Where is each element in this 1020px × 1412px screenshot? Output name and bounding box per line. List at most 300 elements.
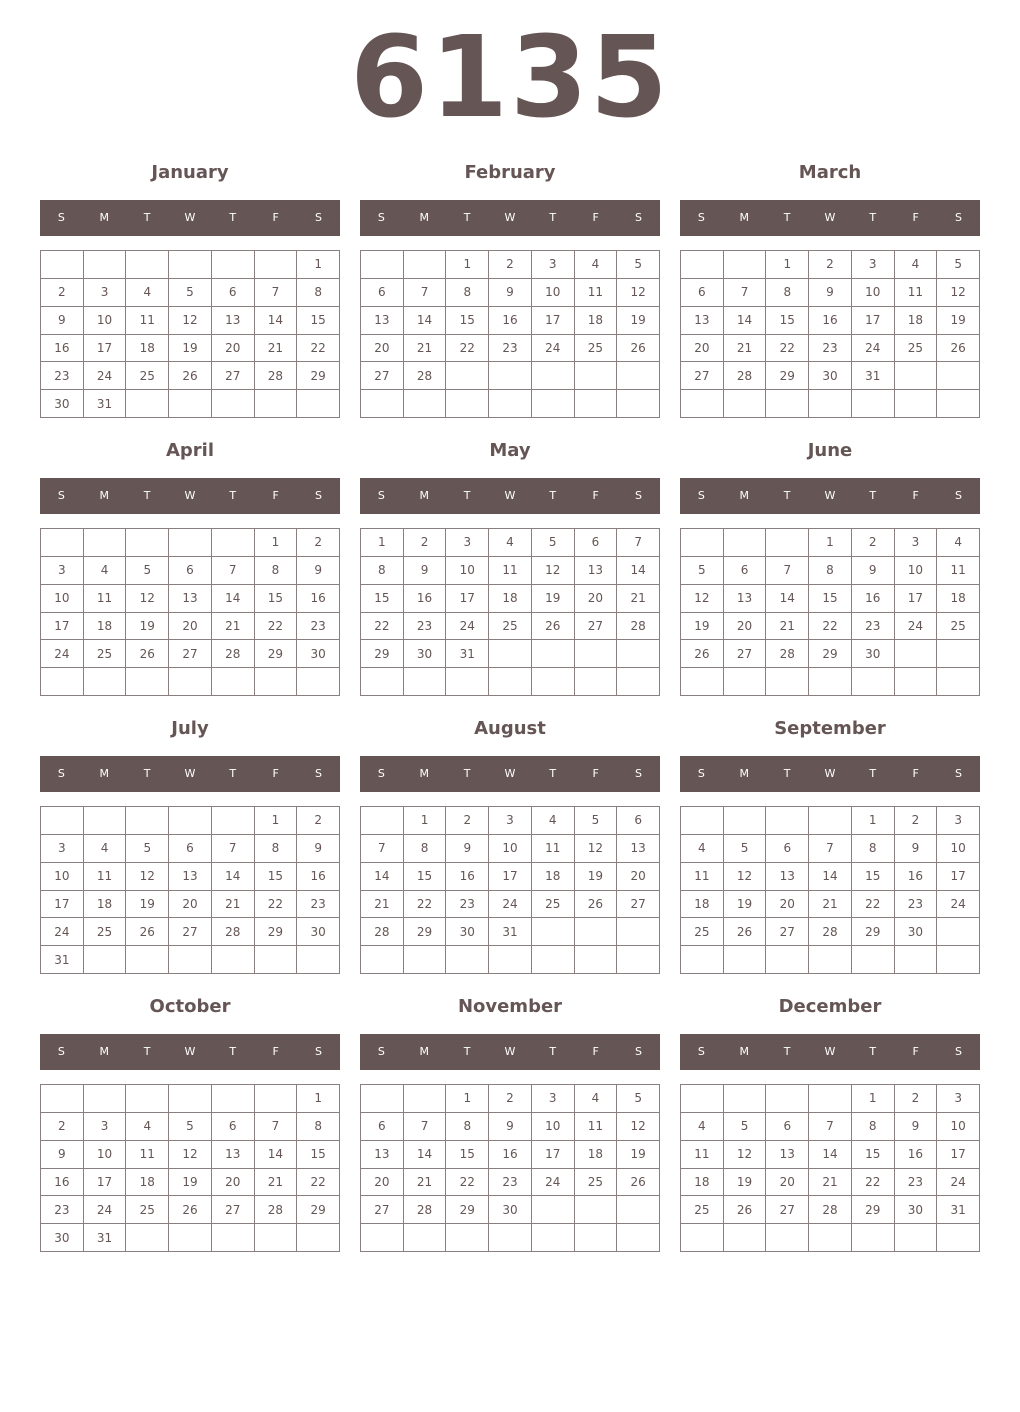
day-cell[interactable]: 25 [126, 1196, 169, 1224]
day-cell[interactable]: 11 [84, 585, 127, 613]
day-cell[interactable]: 3 [852, 251, 895, 279]
day-cell[interactable]: 9 [895, 835, 938, 863]
day-cell[interactable]: 20 [361, 335, 404, 363]
day-cell[interactable]: 13 [212, 1141, 255, 1169]
day-cell[interactable]: 6 [681, 279, 724, 307]
day-cell[interactable]: 30 [895, 918, 938, 946]
day-cell[interactable]: 15 [404, 863, 447, 891]
day-cell[interactable]: 24 [532, 1169, 575, 1197]
day-cell[interactable]: 19 [937, 307, 980, 335]
day-cell[interactable]: 20 [361, 1169, 404, 1197]
day-cell[interactable]: 6 [766, 835, 809, 863]
day-cell[interactable]: 31 [852, 362, 895, 390]
day-cell[interactable]: 23 [852, 613, 895, 641]
day-cell[interactable]: 18 [532, 863, 575, 891]
day-cell[interactable]: 12 [724, 1141, 767, 1169]
day-cell[interactable]: 16 [895, 863, 938, 891]
day-cell[interactable]: 17 [852, 307, 895, 335]
day-cell[interactable]: 4 [681, 1113, 724, 1141]
day-cell[interactable]: 4 [84, 835, 127, 863]
day-cell[interactable]: 7 [404, 1113, 447, 1141]
day-cell[interactable]: 12 [169, 1141, 212, 1169]
day-cell[interactable]: 4 [937, 529, 980, 557]
day-cell[interactable]: 13 [361, 1141, 404, 1169]
day-cell[interactable]: 1 [446, 1085, 489, 1113]
day-cell[interactable]: 19 [617, 1141, 660, 1169]
day-cell[interactable]: 22 [446, 1169, 489, 1197]
day-cell[interactable]: 2 [895, 1085, 938, 1113]
day-cell[interactable]: 21 [766, 613, 809, 641]
day-cell[interactable]: 15 [852, 863, 895, 891]
day-cell[interactable]: 21 [361, 891, 404, 919]
day-cell[interactable]: 13 [212, 307, 255, 335]
day-cell[interactable]: 10 [937, 835, 980, 863]
day-cell[interactable]: 15 [852, 1141, 895, 1169]
day-cell[interactable]: 13 [169, 585, 212, 613]
day-cell[interactable]: 21 [404, 1169, 447, 1197]
day-cell[interactable]: 16 [852, 585, 895, 613]
day-cell[interactable]: 6 [169, 835, 212, 863]
day-cell[interactable]: 17 [41, 891, 84, 919]
day-cell[interactable]: 1 [852, 1085, 895, 1113]
day-cell[interactable]: 26 [532, 613, 575, 641]
day-cell[interactable]: 13 [575, 557, 618, 585]
day-cell[interactable]: 10 [41, 863, 84, 891]
day-cell[interactable]: 2 [852, 529, 895, 557]
day-cell[interactable]: 8 [446, 279, 489, 307]
day-cell[interactable]: 2 [446, 807, 489, 835]
day-cell[interactable]: 21 [212, 891, 255, 919]
day-cell[interactable]: 23 [297, 613, 340, 641]
day-cell[interactable]: 4 [532, 807, 575, 835]
day-cell[interactable]: 21 [404, 335, 447, 363]
day-cell[interactable]: 5 [126, 835, 169, 863]
day-cell[interactable]: 1 [361, 529, 404, 557]
day-cell[interactable]: 16 [41, 335, 84, 363]
day-cell[interactable]: 24 [937, 1169, 980, 1197]
day-cell[interactable]: 15 [255, 863, 298, 891]
day-cell[interactable]: 18 [84, 613, 127, 641]
day-cell[interactable]: 18 [681, 1169, 724, 1197]
day-cell[interactable]: 17 [84, 335, 127, 363]
day-cell[interactable]: 8 [297, 279, 340, 307]
day-cell[interactable]: 3 [446, 529, 489, 557]
day-cell[interactable]: 27 [361, 362, 404, 390]
day-cell[interactable]: 11 [126, 1141, 169, 1169]
day-cell[interactable]: 7 [361, 835, 404, 863]
day-cell[interactable]: 25 [126, 362, 169, 390]
day-cell[interactable]: 5 [126, 557, 169, 585]
day-cell[interactable]: 10 [532, 1113, 575, 1141]
day-cell[interactable]: 7 [255, 1113, 298, 1141]
day-cell[interactable]: 19 [126, 891, 169, 919]
day-cell[interactable]: 16 [297, 585, 340, 613]
day-cell[interactable]: 15 [361, 585, 404, 613]
day-cell[interactable]: 11 [126, 307, 169, 335]
day-cell[interactable]: 29 [297, 1196, 340, 1224]
day-cell[interactable]: 11 [575, 279, 618, 307]
day-cell[interactable]: 21 [809, 1169, 852, 1197]
day-cell[interactable]: 6 [766, 1113, 809, 1141]
day-cell[interactable]: 29 [446, 1196, 489, 1224]
day-cell[interactable]: 12 [937, 279, 980, 307]
day-cell[interactable]: 27 [681, 362, 724, 390]
day-cell[interactable]: 24 [852, 335, 895, 363]
day-cell[interactable]: 13 [766, 1141, 809, 1169]
day-cell[interactable]: 2 [895, 807, 938, 835]
day-cell[interactable]: 21 [255, 1169, 298, 1197]
day-cell[interactable]: 31 [446, 640, 489, 668]
day-cell[interactable]: 28 [212, 640, 255, 668]
day-cell[interactable]: 13 [617, 835, 660, 863]
day-cell[interactable]: 9 [489, 1113, 532, 1141]
day-cell[interactable]: 25 [895, 335, 938, 363]
day-cell[interactable]: 28 [766, 640, 809, 668]
day-cell[interactable]: 20 [724, 613, 767, 641]
day-cell[interactable]: 8 [255, 557, 298, 585]
day-cell[interactable]: 26 [617, 335, 660, 363]
day-cell[interactable]: 18 [575, 1141, 618, 1169]
day-cell[interactable]: 7 [724, 279, 767, 307]
day-cell[interactable]: 8 [255, 835, 298, 863]
day-cell[interactable]: 25 [681, 918, 724, 946]
day-cell[interactable]: 5 [617, 251, 660, 279]
day-cell[interactable]: 14 [255, 1141, 298, 1169]
day-cell[interactable]: 18 [126, 335, 169, 363]
day-cell[interactable]: 6 [361, 1113, 404, 1141]
day-cell[interactable]: 5 [937, 251, 980, 279]
day-cell[interactable]: 4 [575, 1085, 618, 1113]
day-cell[interactable]: 11 [532, 835, 575, 863]
day-cell[interactable]: 27 [169, 918, 212, 946]
day-cell[interactable]: 31 [41, 946, 84, 974]
day-cell[interactable]: 12 [126, 585, 169, 613]
day-cell[interactable]: 16 [446, 863, 489, 891]
day-cell[interactable]: 23 [404, 613, 447, 641]
day-cell[interactable]: 23 [895, 891, 938, 919]
day-cell[interactable]: 8 [852, 1113, 895, 1141]
day-cell[interactable]: 7 [617, 529, 660, 557]
day-cell[interactable]: 3 [84, 1113, 127, 1141]
day-cell[interactable]: 20 [575, 585, 618, 613]
day-cell[interactable]: 5 [617, 1085, 660, 1113]
day-cell[interactable]: 12 [617, 279, 660, 307]
day-cell[interactable]: 3 [41, 835, 84, 863]
day-cell[interactable]: 12 [575, 835, 618, 863]
day-cell[interactable]: 10 [852, 279, 895, 307]
day-cell[interactable]: 12 [126, 863, 169, 891]
day-cell[interactable]: 10 [895, 557, 938, 585]
day-cell[interactable]: 15 [297, 307, 340, 335]
day-cell[interactable]: 16 [404, 585, 447, 613]
day-cell[interactable]: 23 [809, 335, 852, 363]
day-cell[interactable]: 19 [532, 585, 575, 613]
day-cell[interactable]: 4 [681, 835, 724, 863]
day-cell[interactable]: 7 [766, 557, 809, 585]
day-cell[interactable]: 5 [724, 835, 767, 863]
day-cell[interactable]: 27 [724, 640, 767, 668]
day-cell[interactable]: 14 [724, 307, 767, 335]
day-cell[interactable]: 27 [766, 1196, 809, 1224]
day-cell[interactable]: 20 [617, 863, 660, 891]
day-cell[interactable]: 18 [575, 307, 618, 335]
day-cell[interactable]: 13 [169, 863, 212, 891]
day-cell[interactable]: 2 [489, 251, 532, 279]
day-cell[interactable]: 23 [41, 1196, 84, 1224]
day-cell[interactable]: 7 [809, 835, 852, 863]
day-cell[interactable]: 2 [41, 1113, 84, 1141]
day-cell[interactable]: 14 [361, 863, 404, 891]
day-cell[interactable]: 19 [681, 613, 724, 641]
day-cell[interactable]: 30 [895, 1196, 938, 1224]
day-cell[interactable]: 2 [489, 1085, 532, 1113]
day-cell[interactable]: 27 [766, 918, 809, 946]
day-cell[interactable]: 13 [766, 863, 809, 891]
day-cell[interactable]: 1 [852, 807, 895, 835]
day-cell[interactable]: 15 [255, 585, 298, 613]
day-cell[interactable]: 10 [446, 557, 489, 585]
day-cell[interactable]: 10 [84, 307, 127, 335]
day-cell[interactable]: 2 [41, 279, 84, 307]
day-cell[interactable]: 8 [809, 557, 852, 585]
day-cell[interactable]: 25 [575, 1169, 618, 1197]
day-cell[interactable]: 4 [126, 279, 169, 307]
day-cell[interactable]: 14 [404, 307, 447, 335]
day-cell[interactable]: 12 [617, 1113, 660, 1141]
day-cell[interactable]: 25 [489, 613, 532, 641]
day-cell[interactable]: 1 [255, 807, 298, 835]
day-cell[interactable]: 28 [404, 362, 447, 390]
day-cell[interactable]: 7 [212, 557, 255, 585]
day-cell[interactable]: 1 [404, 807, 447, 835]
day-cell[interactable]: 20 [766, 1169, 809, 1197]
day-cell[interactable]: 3 [41, 557, 84, 585]
day-cell[interactable]: 14 [766, 585, 809, 613]
day-cell[interactable]: 9 [41, 1141, 84, 1169]
day-cell[interactable]: 30 [446, 918, 489, 946]
day-cell[interactable]: 28 [255, 362, 298, 390]
day-cell[interactable]: 14 [809, 863, 852, 891]
day-cell[interactable]: 2 [297, 529, 340, 557]
day-cell[interactable]: 24 [489, 891, 532, 919]
day-cell[interactable]: 19 [169, 1169, 212, 1197]
day-cell[interactable]: 3 [937, 807, 980, 835]
day-cell[interactable]: 25 [84, 640, 127, 668]
day-cell[interactable]: 9 [895, 1113, 938, 1141]
day-cell[interactable]: 26 [724, 1196, 767, 1224]
day-cell[interactable]: 27 [169, 640, 212, 668]
day-cell[interactable]: 29 [255, 918, 298, 946]
day-cell[interactable]: 25 [681, 1196, 724, 1224]
day-cell[interactable]: 11 [937, 557, 980, 585]
day-cell[interactable]: 16 [489, 1141, 532, 1169]
day-cell[interactable]: 6 [617, 807, 660, 835]
day-cell[interactable]: 11 [575, 1113, 618, 1141]
day-cell[interactable]: 28 [212, 918, 255, 946]
day-cell[interactable]: 9 [404, 557, 447, 585]
day-cell[interactable]: 14 [617, 557, 660, 585]
day-cell[interactable]: 3 [532, 251, 575, 279]
day-cell[interactable]: 30 [404, 640, 447, 668]
day-cell[interactable]: 22 [297, 335, 340, 363]
day-cell[interactable]: 23 [489, 1169, 532, 1197]
day-cell[interactable]: 26 [126, 640, 169, 668]
day-cell[interactable]: 11 [895, 279, 938, 307]
day-cell[interactable]: 18 [126, 1169, 169, 1197]
day-cell[interactable]: 24 [532, 335, 575, 363]
day-cell[interactable]: 17 [937, 1141, 980, 1169]
day-cell[interactable]: 23 [297, 891, 340, 919]
day-cell[interactable]: 22 [361, 613, 404, 641]
day-cell[interactable]: 21 [212, 613, 255, 641]
day-cell[interactable]: 28 [255, 1196, 298, 1224]
day-cell[interactable]: 11 [489, 557, 532, 585]
day-cell[interactable]: 19 [169, 335, 212, 363]
day-cell[interactable]: 8 [404, 835, 447, 863]
day-cell[interactable]: 16 [809, 307, 852, 335]
day-cell[interactable]: 17 [446, 585, 489, 613]
day-cell[interactable]: 11 [681, 863, 724, 891]
day-cell[interactable]: 8 [297, 1113, 340, 1141]
day-cell[interactable]: 7 [404, 279, 447, 307]
day-cell[interactable]: 14 [404, 1141, 447, 1169]
day-cell[interactable]: 20 [212, 1169, 255, 1197]
day-cell[interactable]: 27 [617, 891, 660, 919]
day-cell[interactable]: 2 [404, 529, 447, 557]
day-cell[interactable]: 8 [852, 835, 895, 863]
day-cell[interactable]: 9 [852, 557, 895, 585]
day-cell[interactable]: 22 [852, 891, 895, 919]
day-cell[interactable]: 19 [724, 1169, 767, 1197]
day-cell[interactable]: 24 [895, 613, 938, 641]
day-cell[interactable]: 9 [297, 557, 340, 585]
day-cell[interactable]: 29 [766, 362, 809, 390]
day-cell[interactable]: 31 [84, 1224, 127, 1252]
day-cell[interactable]: 18 [937, 585, 980, 613]
day-cell[interactable]: 26 [169, 1196, 212, 1224]
day-cell[interactable]: 17 [41, 613, 84, 641]
day-cell[interactable]: 7 [255, 279, 298, 307]
day-cell[interactable]: 4 [575, 251, 618, 279]
day-cell[interactable]: 5 [681, 557, 724, 585]
day-cell[interactable]: 3 [937, 1085, 980, 1113]
day-cell[interactable]: 26 [617, 1169, 660, 1197]
day-cell[interactable]: 29 [404, 918, 447, 946]
day-cell[interactable]: 27 [212, 1196, 255, 1224]
day-cell[interactable]: 28 [617, 613, 660, 641]
day-cell[interactable]: 7 [809, 1113, 852, 1141]
day-cell[interactable]: 5 [724, 1113, 767, 1141]
day-cell[interactable]: 21 [617, 585, 660, 613]
day-cell[interactable]: 14 [255, 307, 298, 335]
day-cell[interactable]: 22 [446, 335, 489, 363]
day-cell[interactable]: 26 [937, 335, 980, 363]
day-cell[interactable]: 18 [84, 891, 127, 919]
day-cell[interactable]: 12 [532, 557, 575, 585]
day-cell[interactable]: 20 [169, 613, 212, 641]
day-cell[interactable]: 3 [895, 529, 938, 557]
day-cell[interactable]: 18 [895, 307, 938, 335]
day-cell[interactable]: 6 [212, 279, 255, 307]
day-cell[interactable]: 6 [575, 529, 618, 557]
day-cell[interactable]: 14 [809, 1141, 852, 1169]
day-cell[interactable]: 24 [84, 362, 127, 390]
day-cell[interactable]: 17 [895, 585, 938, 613]
day-cell[interactable]: 3 [532, 1085, 575, 1113]
day-cell[interactable]: 21 [724, 335, 767, 363]
day-cell[interactable]: 4 [84, 557, 127, 585]
day-cell[interactable]: 29 [255, 640, 298, 668]
day-cell[interactable]: 1 [446, 251, 489, 279]
day-cell[interactable]: 8 [766, 279, 809, 307]
day-cell[interactable]: 20 [681, 335, 724, 363]
day-cell[interactable]: 11 [84, 863, 127, 891]
day-cell[interactable]: 26 [724, 918, 767, 946]
day-cell[interactable]: 25 [84, 918, 127, 946]
day-cell[interactable]: 20 [212, 335, 255, 363]
day-cell[interactable]: 2 [297, 807, 340, 835]
day-cell[interactable]: 5 [575, 807, 618, 835]
day-cell[interactable]: 23 [895, 1169, 938, 1197]
day-cell[interactable]: 6 [361, 279, 404, 307]
day-cell[interactable]: 22 [852, 1169, 895, 1197]
day-cell[interactable]: 13 [724, 585, 767, 613]
day-cell[interactable]: 16 [895, 1141, 938, 1169]
day-cell[interactable]: 29 [361, 640, 404, 668]
day-cell[interactable]: 11 [681, 1141, 724, 1169]
day-cell[interactable]: 25 [575, 335, 618, 363]
day-cell[interactable]: 4 [126, 1113, 169, 1141]
day-cell[interactable]: 31 [84, 390, 127, 418]
day-cell[interactable]: 15 [297, 1141, 340, 1169]
day-cell[interactable]: 22 [766, 335, 809, 363]
day-cell[interactable]: 29 [852, 918, 895, 946]
day-cell[interactable]: 30 [297, 918, 340, 946]
day-cell[interactable]: 29 [297, 362, 340, 390]
day-cell[interactable]: 6 [212, 1113, 255, 1141]
day-cell[interactable]: 25 [532, 891, 575, 919]
day-cell[interactable]: 21 [255, 335, 298, 363]
day-cell[interactable]: 12 [681, 585, 724, 613]
day-cell[interactable]: 26 [681, 640, 724, 668]
day-cell[interactable]: 14 [212, 585, 255, 613]
day-cell[interactable]: 6 [169, 557, 212, 585]
day-cell[interactable]: 22 [809, 613, 852, 641]
day-cell[interactable]: 10 [937, 1113, 980, 1141]
day-cell[interactable]: 30 [489, 1196, 532, 1224]
day-cell[interactable]: 24 [41, 918, 84, 946]
day-cell[interactable]: 25 [937, 613, 980, 641]
day-cell[interactable]: 22 [255, 613, 298, 641]
day-cell[interactable]: 14 [212, 863, 255, 891]
day-cell[interactable]: 5 [169, 279, 212, 307]
day-cell[interactable]: 31 [489, 918, 532, 946]
day-cell[interactable]: 21 [809, 891, 852, 919]
day-cell[interactable]: 23 [489, 335, 532, 363]
day-cell[interactable]: 16 [41, 1169, 84, 1197]
day-cell[interactable]: 24 [446, 613, 489, 641]
day-cell[interactable]: 28 [809, 1196, 852, 1224]
day-cell[interactable]: 19 [724, 891, 767, 919]
day-cell[interactable]: 16 [489, 307, 532, 335]
day-cell[interactable]: 29 [852, 1196, 895, 1224]
day-cell[interactable]: 16 [297, 863, 340, 891]
day-cell[interactable]: 10 [41, 585, 84, 613]
day-cell[interactable]: 19 [126, 613, 169, 641]
day-cell[interactable]: 1 [809, 529, 852, 557]
day-cell[interactable]: 22 [404, 891, 447, 919]
day-cell[interactable]: 30 [809, 362, 852, 390]
